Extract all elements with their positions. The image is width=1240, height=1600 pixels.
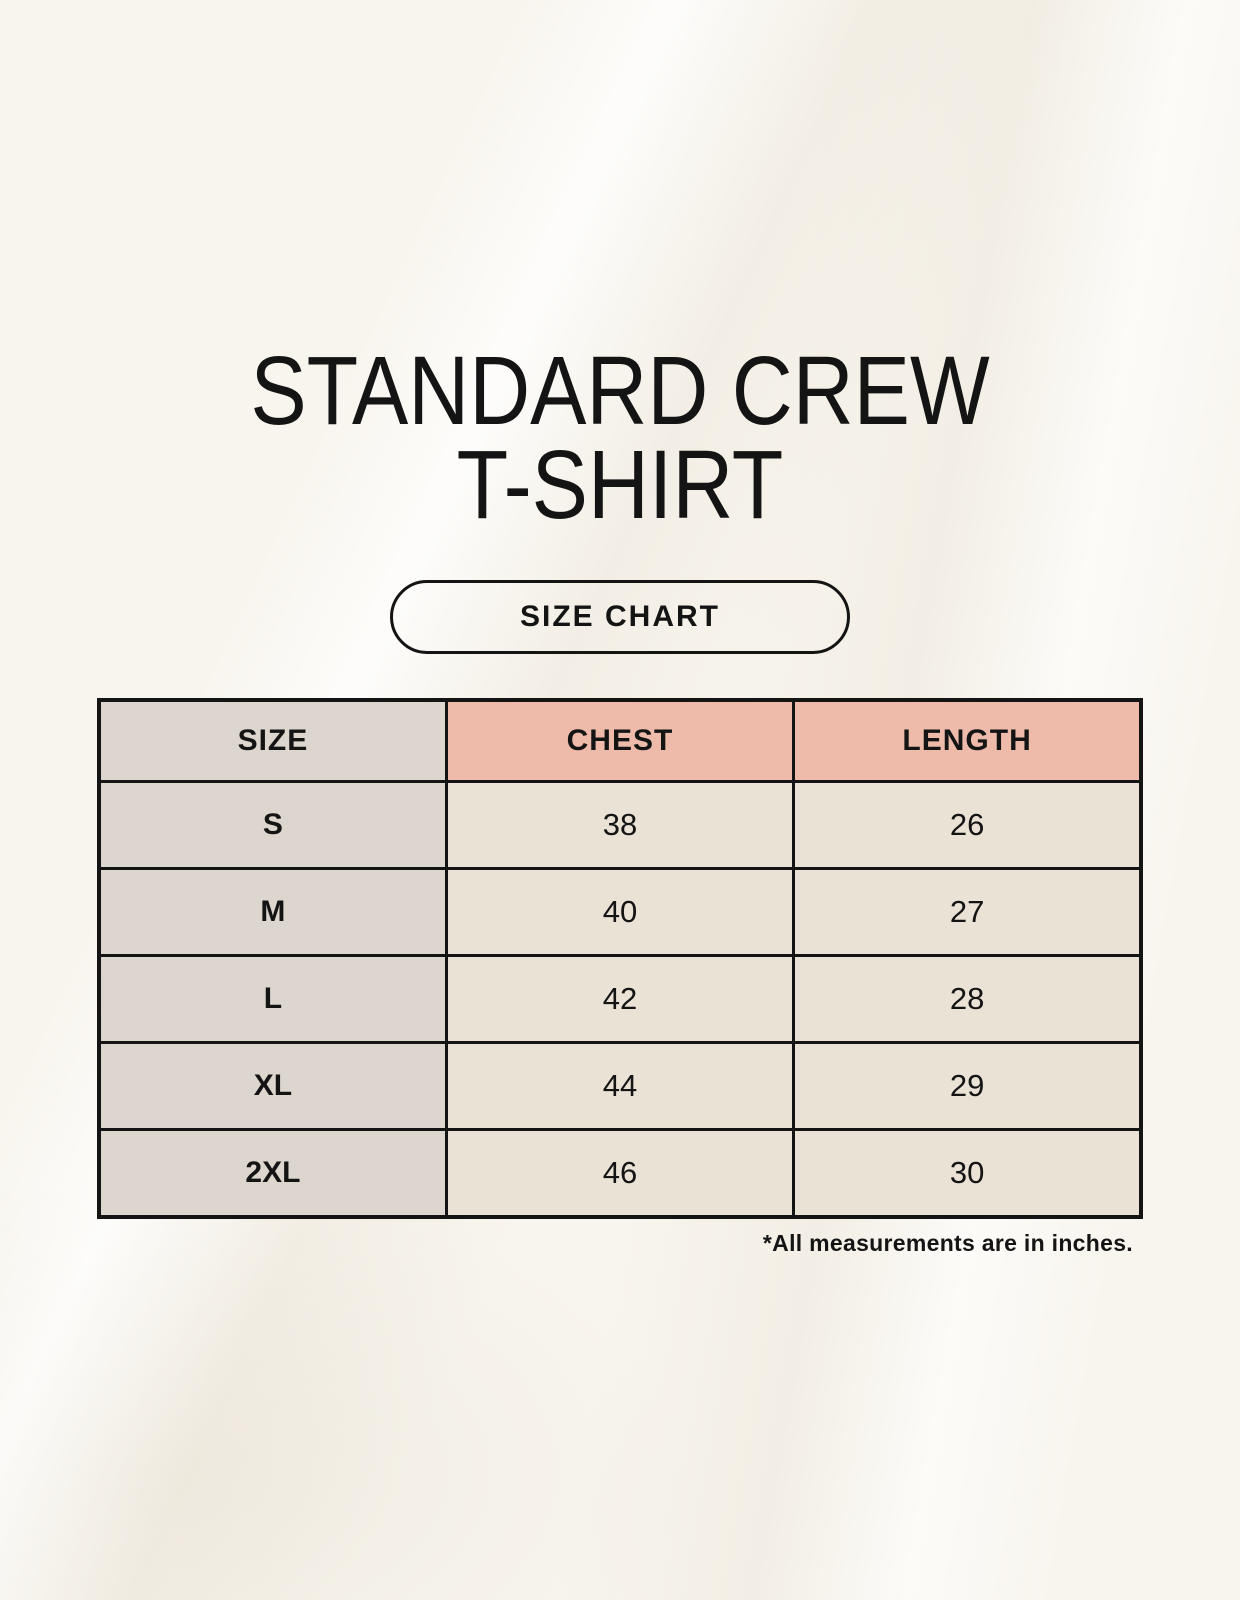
- length-cell: 28: [794, 956, 1141, 1043]
- size-table: [97, 698, 1143, 1219]
- table-row: [99, 956, 1141, 1043]
- chest-cell: 42: [446, 956, 793, 1043]
- page-title-line2: T-SHIRT: [456, 430, 784, 539]
- chest-cell: 44: [446, 1043, 793, 1130]
- column-header-size: SIZE: [99, 700, 446, 782]
- size-chart-button[interactable]: [390, 580, 850, 654]
- page-title-line1: STANDARD CREW: [250, 336, 990, 445]
- table-row: [99, 869, 1141, 956]
- chest-cell: 40: [446, 869, 793, 956]
- table-row: [99, 782, 1141, 869]
- column-header-chest: CHEST: [446, 700, 793, 782]
- size-cell: XL: [99, 1043, 446, 1130]
- header-row: [99, 700, 1141, 782]
- chest-cell: 46: [446, 1130, 793, 1218]
- column-header-length: LENGTH: [794, 700, 1141, 782]
- length-cell: 27: [794, 869, 1141, 956]
- length-cell: 29: [794, 1043, 1141, 1130]
- size-cell: 2XL: [99, 1130, 446, 1218]
- length-cell: 26: [794, 782, 1141, 869]
- size-table-container: [97, 698, 1143, 1219]
- size-cell: S: [99, 782, 446, 869]
- table-row: [99, 1043, 1141, 1130]
- measurements-footnote: *All measurements are in inches.: [762, 1230, 1133, 1256]
- page-title: [0, 336, 1240, 539]
- table-row: [99, 1130, 1141, 1218]
- size-cell: M: [99, 869, 446, 956]
- chest-cell: 38: [446, 782, 793, 869]
- size-chart-button-label: SIZE CHART: [520, 600, 720, 633]
- size-cell: L: [99, 956, 446, 1043]
- length-cell: 30: [794, 1130, 1141, 1218]
